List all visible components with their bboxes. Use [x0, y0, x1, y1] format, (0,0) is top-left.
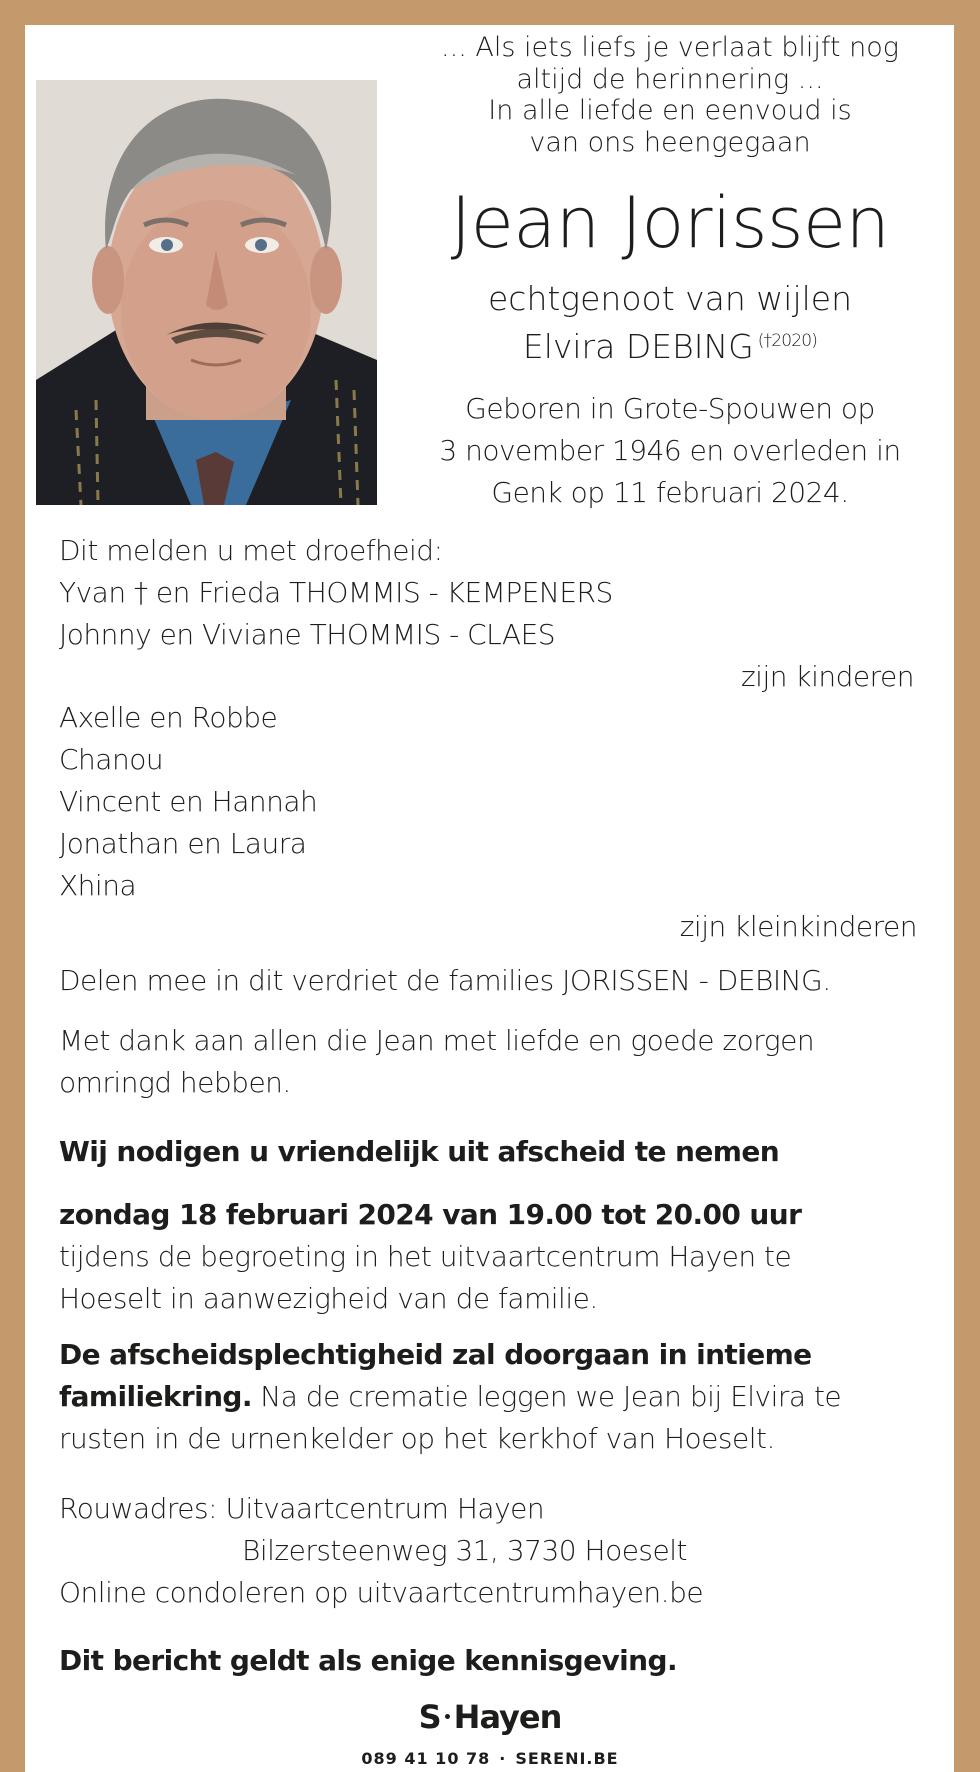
thanks-text: [59, 1020, 814, 1104]
ceremony-line: [59, 1376, 841, 1418]
quote-line: altijd de herinnering ...: [516, 63, 824, 95]
quote-line: van ons heengegaan: [529, 126, 811, 158]
spouse-relation: echtgenoot van wijlen: [488, 279, 852, 318]
grandchild: Vincent en Hannah: [59, 785, 318, 818]
logo-dot: [445, 1714, 450, 1719]
child-couple: Johnny en Viviane THOMMIS - CLAES: [59, 618, 556, 651]
thanks-line: omringd hebben.: [59, 1066, 291, 1099]
hayen-logo: [0, 1698, 980, 1736]
portrait-photo: [36, 80, 377, 505]
visitation-line: Hoeselt in aanwezigheid van de familie.: [59, 1282, 598, 1315]
announce-intro: Dit melden u met droefheid:: [59, 534, 443, 567]
visitation-block: [59, 1194, 801, 1320]
spouse-death-year: (†2020): [757, 331, 818, 351]
ceremony-text: Na de crematie leggen we Jean bij Elvira te: [251, 1380, 842, 1413]
grandchild: Xhina: [59, 869, 137, 902]
ceremony-line: rusten in de urnenkelder op het kerkhof van Hoeselt.: [59, 1422, 775, 1455]
address-label: Rouwadres: Uitvaartcentrum Hayen: [59, 1492, 545, 1525]
birth-death-info: [420, 388, 920, 514]
ceremony-bold: familiekring.: [59, 1380, 252, 1413]
online-condolences: Online condoleren op uitvaartcentrumhayen.be: [59, 1576, 704, 1609]
spouse-block: [420, 277, 920, 368]
invite-line: Wij nodigen u vriendelijk uit afscheid te nemen: [59, 1135, 780, 1168]
opening-quote: [420, 32, 920, 158]
address-street: Bilzersteenweg 31, 3730 Hoeselt: [242, 1534, 687, 1567]
footer-contact: [0, 1749, 980, 1768]
footer-phone: 089 41 10 78: [361, 1749, 491, 1768]
thanks-line: Met dank aan allen die Jean met liefde en goede zorgen: [59, 1024, 815, 1057]
footer-separator: ·: [499, 1749, 507, 1768]
ceremony-bold: De afscheidsplechtigheid zal doorgaan in intieme: [59, 1338, 812, 1371]
families-line: Delen mee in dit verdriet de families JORISSEN - DEBING.: [59, 964, 831, 997]
children-label: zijn kinderen: [740, 660, 914, 693]
born-line: 3 november 1946 en overleden in: [439, 434, 901, 467]
visitation-line: tijdens de begroeting in het uitvaartcentrum Hayen te: [59, 1240, 792, 1273]
logo-brand: Hayen: [453, 1698, 562, 1736]
child-couple: Yvan † en Frieda THOMMIS - KEMPENERS: [59, 576, 613, 609]
ceremony-block: [59, 1334, 841, 1460]
grandchild: Axelle en Robbe: [59, 701, 278, 734]
notice-line: Dit bericht geldt als enige kennisgeving.: [59, 1644, 677, 1677]
quote-line: ... Als iets liefs je verlaat blijft nog: [441, 32, 899, 63]
born-line: Genk op 11 februari 2024.: [491, 476, 849, 509]
spouse-line: [420, 320, 920, 368]
grandchild: Jonathan en Laura: [59, 827, 307, 860]
deceased-name: Jean Jorissen: [450, 182, 890, 264]
footer-site: SERENI.BE: [515, 1749, 619, 1768]
born-line: Geboren in Grote-Spouwen op: [465, 392, 875, 425]
grandchild: Chanou: [59, 743, 164, 776]
quote-line: In alle liefde en eenvoud is: [488, 95, 852, 126]
spouse-name: Elvira DEBING: [522, 327, 754, 366]
visitation-when: zondag 18 februari 2024 van 19.00 tot 20.00 uur: [59, 1198, 802, 1231]
logo-s: S: [418, 1698, 441, 1736]
grandchildren-label: zijn kleinkinderen: [679, 910, 917, 943]
